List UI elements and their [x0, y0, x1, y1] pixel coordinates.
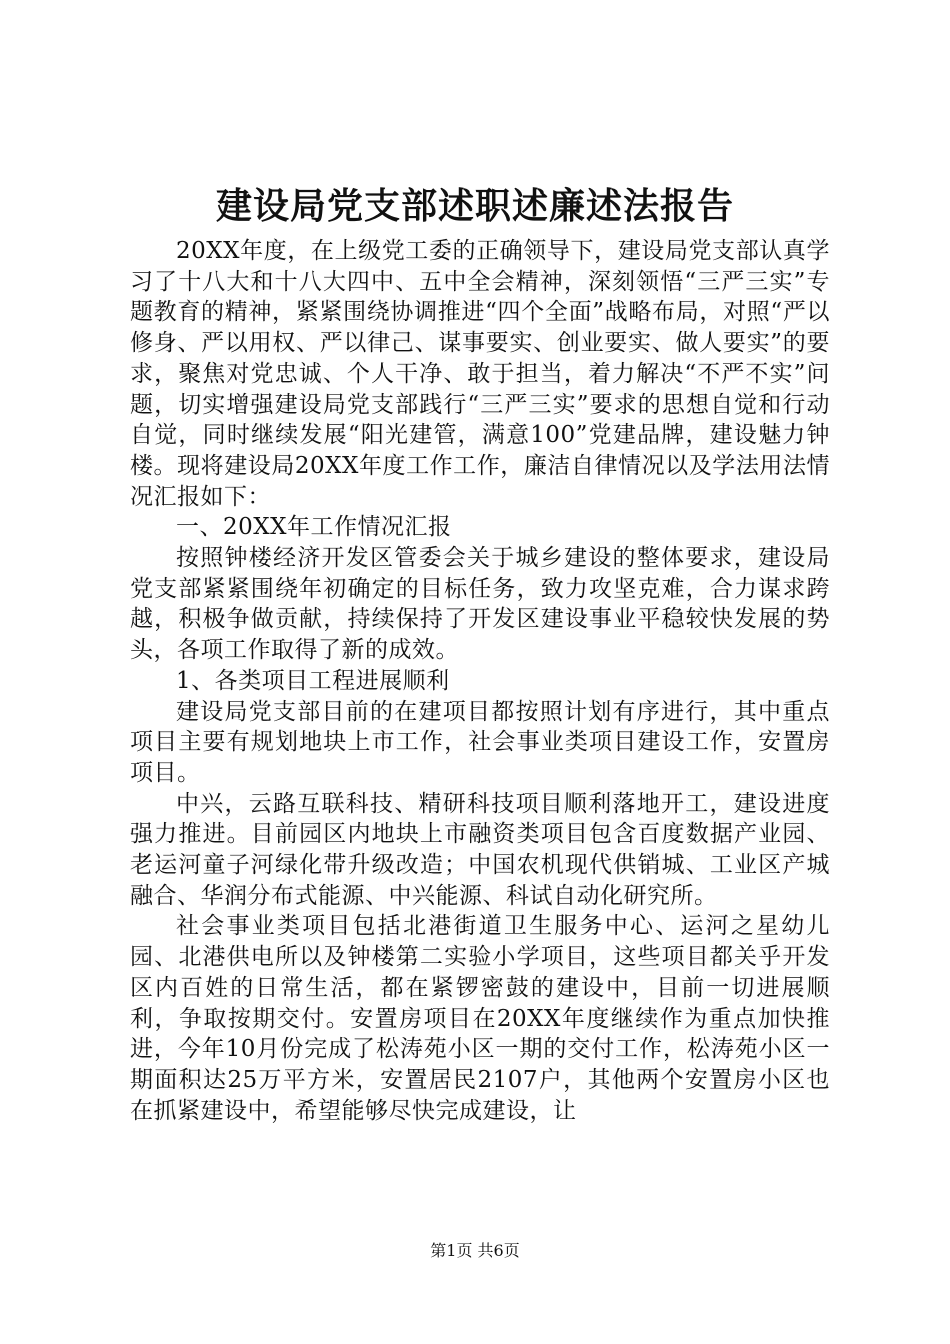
paragraph-projects: 建设局党支部目前的在建项目都按照计划有序进行，其中重点项目主要有规划地块上市工作，社会事业类项目建设工作，安置房项目。	[130, 698, 830, 786]
document-title: 建设局党支部述职述廉述法报告	[215, 185, 734, 227]
subsection-heading-projects: 1、各类项目工程进展顺利	[176, 667, 450, 694]
paragraph-social-projects: 社会事业类项目包括北港街道卫生服务中心、运河之星幼儿园、北港供电所以及钟楼第二实验小学项目，这些项目都关乎开发区内百姓的日常生活，都在紧锣密鼓的建设中，目前一切进展顺利，争取按期交付。安置房项目在20XX年度继续作为重点加快推进，今年10月份完成了松涛苑小区一期的交付工作，松涛苑小区一期面积达25万平方米，安置居民2107户，其他两个安置房小区也在抓紧建设中，希望能够尽快完成建设，让	[130, 913, 830, 1124]
document-body	[130, 236, 830, 1126]
section-heading-work-report: 一、20XX年工作情况汇报	[176, 514, 452, 541]
page-number-footer: 第1页 共6页	[430, 1241, 520, 1260]
paragraph-industrial-projects: 中兴，云路互联科技、精研科技项目顺利落地开工，建设进度强力推进。目前园区内地块上市融资类项目包含百度数据产业园、老运河童子河绿化带升级改造；中国农机现代供销城、工业区产城融合、华润分布式能源、中兴能源、科试自动化研究所。	[130, 790, 830, 909]
paragraph-overview: 按照钟楼经济开发区管委会关于城乡建设的整体要求，建设局党支部紧紧围绕年初确定的目标任务，致力攻坚克难，合力谋求跨越，积极争做贡献，持续保持了开发区建设事业平稳较快发展的势头，各项工作取得了新的成效。	[130, 545, 830, 664]
paragraph-intro: 20XX年度，在上级党工委的正确领导下，建设局党支部认真学习了十八大和十八大四中、五中全会精神，深刻领悟“三严三实”专题教育的精神，紧紧围绕协调推进“四个全面”战略布局，对照“严以修身、严以用权、严以律己、谋事要实、创业要实、做人要实”的要求，聚焦对党忠诚、个人干净、敢于担当，着力解决“不严不实”问题，切实增强建设局党支部践行“三严三实”要求的思想自觉和行动自觉，同时继续发展“阳光建管，满意100”党建品牌，建设魅力钟楼。现将建设局20XX年度工作工作，廉洁自律情况以及学法用法情况汇报如下：	[130, 238, 830, 510]
